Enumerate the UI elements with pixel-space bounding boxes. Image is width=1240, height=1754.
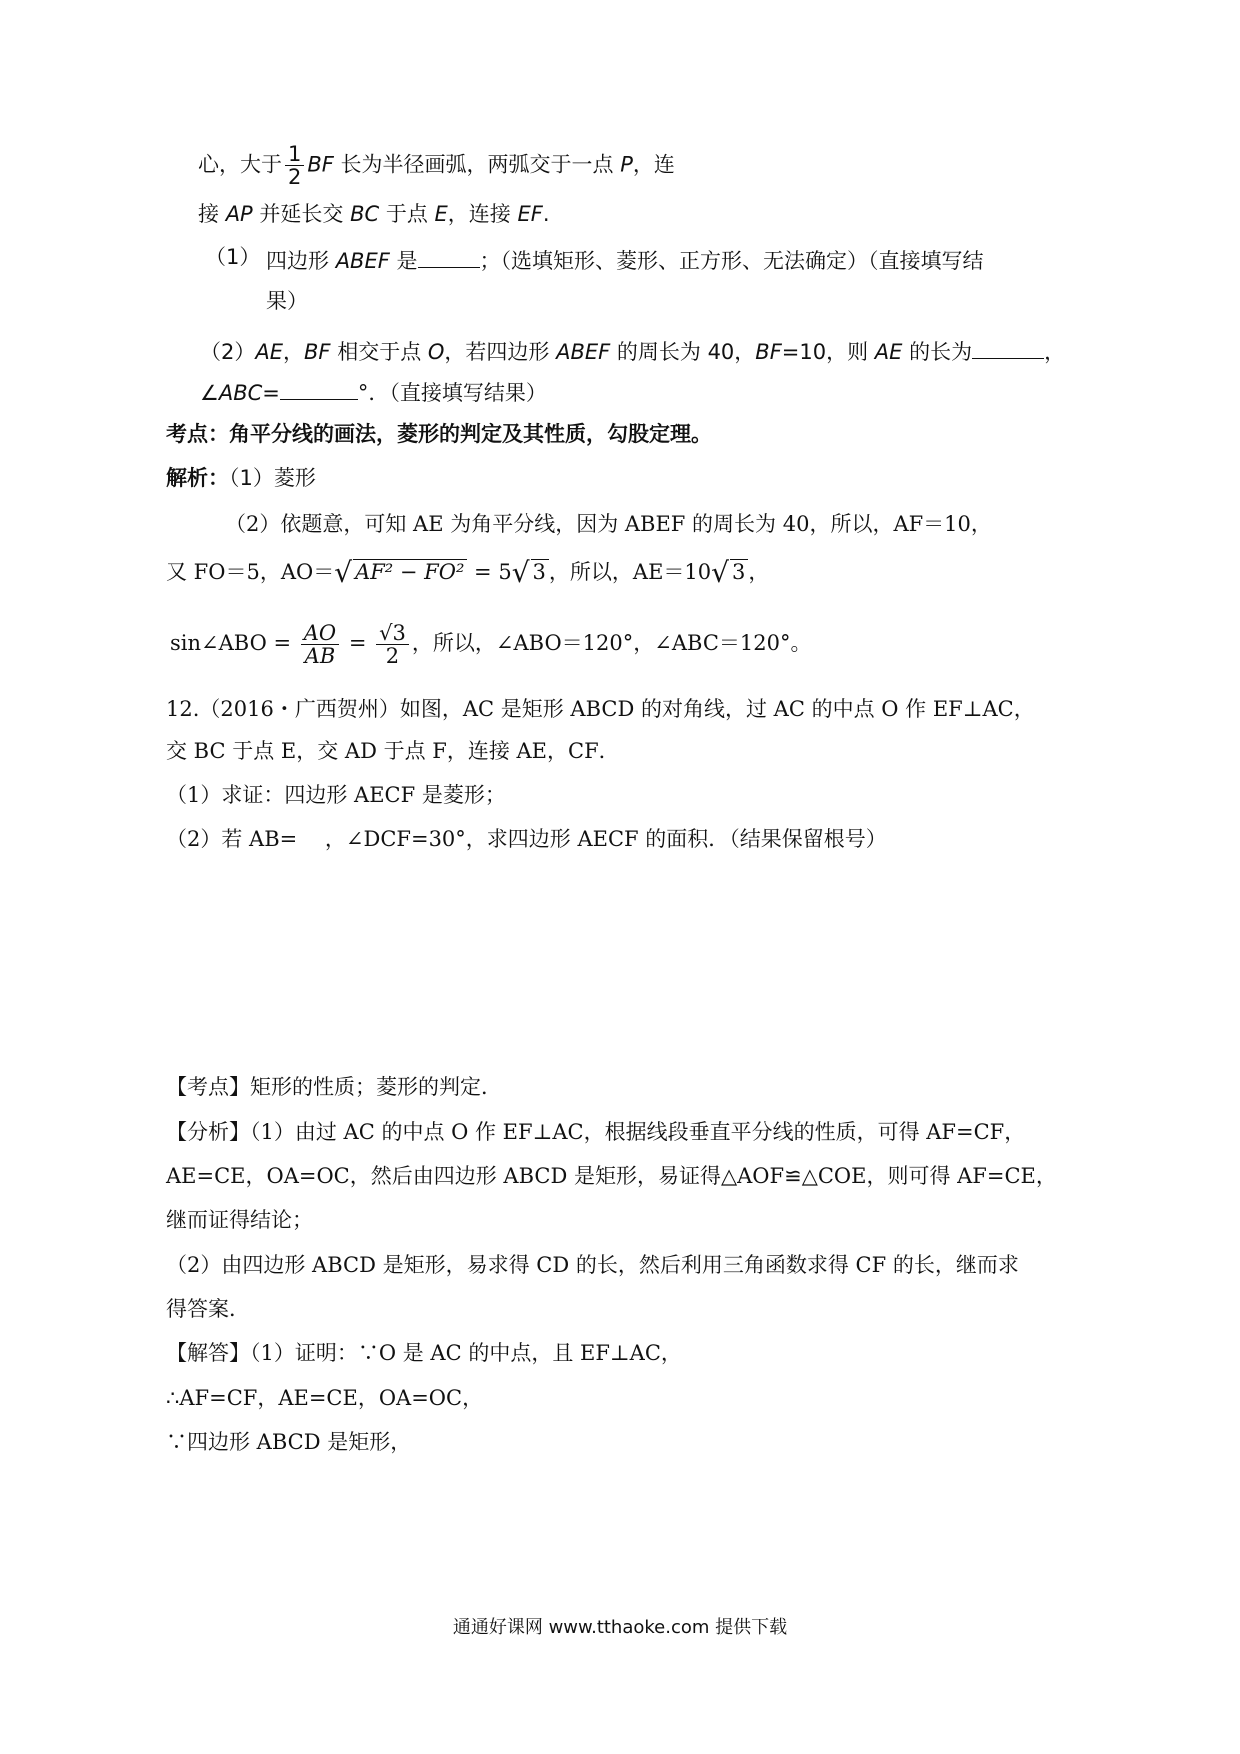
fraction-ao-ab xyxy=(301,622,339,667)
text: =10，则 xyxy=(781,340,875,365)
text: 果） xyxy=(266,289,308,313)
var-bf: BF xyxy=(307,152,334,177)
text: ；（选填矩形、菱形、正方形、无法确定）（直接填写结 xyxy=(479,249,984,274)
var-e: E xyxy=(434,202,448,226)
solution-line-9: ∵四边形 ABCD 是矩形， xyxy=(166,1430,412,1454)
text: sin∠ABO = xyxy=(170,631,298,656)
question-number: （1） xyxy=(205,245,261,269)
fraction-numerator: AO xyxy=(301,622,339,645)
text: ，所以，AE＝ xyxy=(548,560,685,584)
solution-line-8: ∴AF=CF，AE=CE，OA=OC， xyxy=(166,1386,484,1410)
answer-blank xyxy=(418,245,480,268)
solution-line-3: AE=CE，OA=OC，然后由四边形 ABCD 是矩形，易证得△AOF≌△COE，则可得 AF=CE， xyxy=(166,1164,1057,1188)
text: 又 FO＝5，AO＝ xyxy=(166,560,335,584)
question-1-body xyxy=(266,245,984,274)
fraction-one-half xyxy=(285,143,304,188)
solution-line-7: 【解答】（1）证明：∵O 是 AC 的中点，且 EF⊥AC， xyxy=(166,1341,682,1365)
var-ae: AE xyxy=(874,340,903,365)
solution-line-6: 得答案． xyxy=(166,1297,250,1321)
var-bf: BF xyxy=(304,340,331,365)
var-ef: EF xyxy=(517,202,543,226)
text: ，连 xyxy=(632,152,675,177)
text: ， xyxy=(1044,340,1066,365)
text: 的长为 xyxy=(902,340,973,365)
jiexi-line-4 xyxy=(170,622,811,667)
radicand: AF² − FO² xyxy=(353,559,467,585)
text: 并延长交 xyxy=(252,202,351,226)
var-bf: BF xyxy=(755,340,782,365)
text: 相交于点 xyxy=(330,340,428,365)
text: 四边形 xyxy=(266,249,336,274)
var-bc: BC xyxy=(350,202,380,226)
fraction-denominator: AB xyxy=(304,644,336,669)
var-ae: AE xyxy=(255,340,284,365)
text: ，所以，∠ABO＝120°，∠ABC＝120°。 xyxy=(411,631,812,656)
text: （2） xyxy=(200,340,256,365)
var-abef: ABEF xyxy=(335,249,390,274)
answer-blank xyxy=(972,336,1044,359)
solution-line-4: 继而证得结论； xyxy=(166,1208,313,1232)
question-2 xyxy=(200,336,1065,365)
var-abc: ABC xyxy=(218,381,263,406)
jiexi-label: 解析： xyxy=(166,466,229,490)
sqrt-symbol: √ xyxy=(334,556,353,589)
var-o: O xyxy=(427,340,445,365)
fraction-denominator: 2 xyxy=(385,644,400,669)
jiexi-line-3 xyxy=(166,556,769,590)
text: ，若四边形 xyxy=(444,340,557,365)
answer-blank xyxy=(280,377,358,400)
text: 接 xyxy=(198,202,226,226)
fraction-numerator: √3 xyxy=(376,622,409,645)
text: 是 xyxy=(389,249,418,274)
sqrt-symbol: √ xyxy=(511,556,530,589)
text: . xyxy=(542,202,550,226)
text: = 5 xyxy=(467,560,512,584)
text: = xyxy=(262,381,280,406)
question-1 xyxy=(205,245,260,270)
angle-symbol: ∠ xyxy=(200,381,219,406)
problem-12-line-3: （1）求证：四边形 AECF 是菱形； xyxy=(166,783,506,807)
kaodian-heading: 考点：角平分线的画法，菱形的判定及其性质，勾股定理。 xyxy=(166,422,712,446)
text: （1）菱形 xyxy=(229,466,316,490)
intro-line-2 xyxy=(198,202,550,227)
jiexi-line-2: （2）依题意，可知 AE 为角平分线，因为 ABEF 的周长为 40，所以，AF＝10， xyxy=(225,512,992,536)
fraction-sqrt3-2 xyxy=(376,622,409,667)
problem-12-line-4: （2）若 AB= ，∠DCF=30°，求四边形 AECF 的面积．（结果保留根号） xyxy=(166,827,887,851)
sqrt-symbol: √ xyxy=(711,556,729,589)
var-p: P xyxy=(620,152,633,177)
solution-line-2: 【分析】（1）由过 AC 的中点 O 作 EF⊥AC，根据线段垂直平分线的性质，可得 AF=CF， xyxy=(166,1120,1026,1144)
text: ，连接 xyxy=(447,202,518,226)
var-ap: AP xyxy=(225,202,253,226)
text: ， xyxy=(283,340,305,365)
text: 于点 xyxy=(379,202,435,226)
text: = xyxy=(342,631,374,656)
solution-line-5: （2）由四边形 ABCD 是矩形，易求得 CD 的长，然后利用三角函数求得 CF 的长，继而求 xyxy=(166,1253,1019,1277)
question-2-cont xyxy=(200,377,547,406)
page-footer: 通通好课网 www.tthaoke.com 提供下载 xyxy=(452,1617,788,1638)
jiexi-line-1 xyxy=(166,466,316,491)
radicand: 3 xyxy=(730,559,748,585)
text: 长为半径画弧，两弧交于一点 xyxy=(333,152,621,177)
question-1-cont xyxy=(266,289,308,314)
problem-12-line-1: 12.（2016・广西贺州）如图，AC 是矩形 ABCD 的对角线，过 AC 的中点 O 作 EF⊥AC， xyxy=(166,697,1035,721)
solution-line-1: 【考点】矩形的性质；菱形的判定． xyxy=(166,1075,502,1099)
problem-12-line-2: 交 BC 于点 E，交 AD 于点 F，连接 AE，CF． xyxy=(166,739,620,763)
var-abef: ABEF xyxy=(556,340,611,365)
text: 心，大于 xyxy=(198,152,282,177)
intro-line-1 xyxy=(198,143,675,188)
text: °．（直接填写结果） xyxy=(357,381,547,406)
text: ， xyxy=(748,560,770,584)
fraction-denominator: 2 xyxy=(288,165,302,190)
text: 10 xyxy=(684,560,712,584)
radicand: 3 xyxy=(531,559,549,585)
text: 的周长为 40， xyxy=(610,340,756,365)
fraction-numerator: 1 xyxy=(285,143,304,166)
